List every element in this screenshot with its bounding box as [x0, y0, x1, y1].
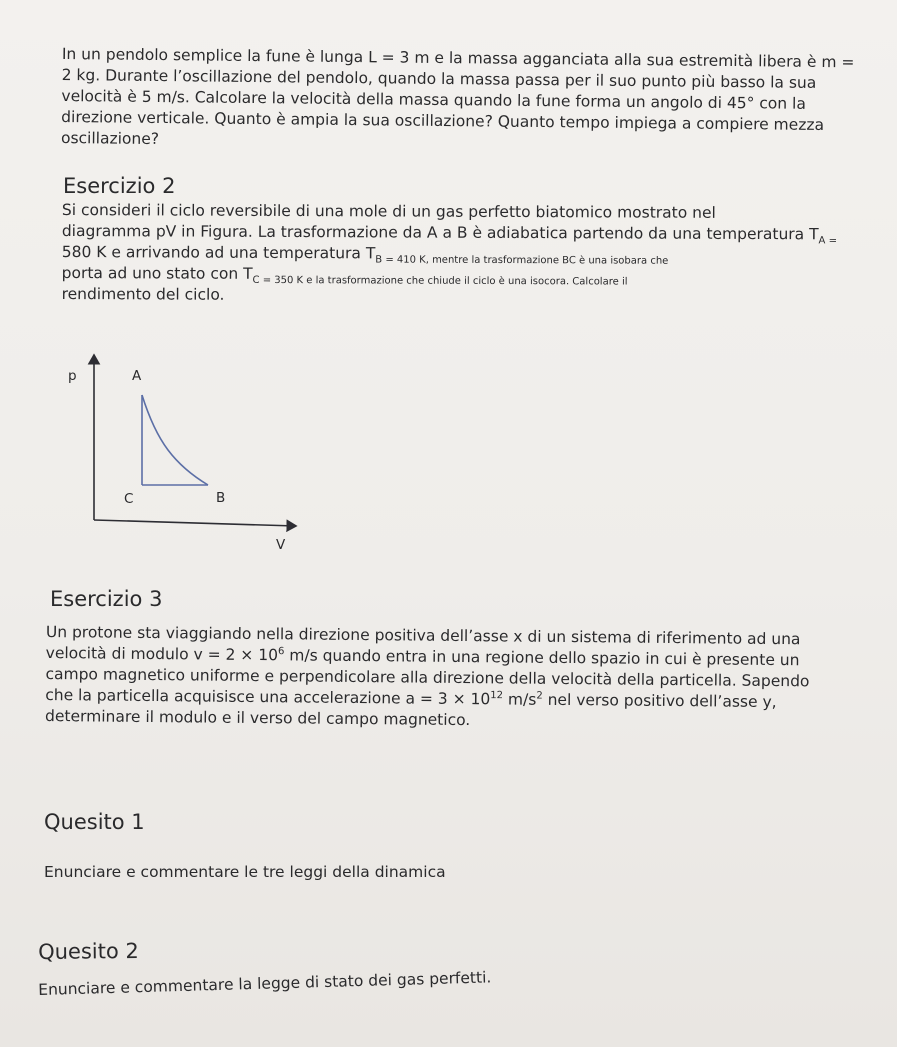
- question-2-line: Enunciare e commentare la legge di stato dei gas perfetti.: [38, 968, 492, 999]
- exercise-2-line-part: diagramma pV in Figura. La trasformazione da A a B è adiabatica partendo da una temperatura T: [61, 221, 819, 244]
- pv-diagram-svg: [58, 350, 308, 560]
- exercise-2-line-part: porta ad uno stato con T: [61, 263, 253, 283]
- question-1-text: [44, 862, 484, 883]
- p-axis-label: p: [68, 368, 77, 384]
- question-1-title: Quesito 1: [44, 810, 145, 834]
- exercise-2-text: [62, 200, 852, 308]
- exercise-1-line: direzione verticale. Quanto è ampia la sua oscillazione? Quanto tempo impiega a compiere mezza: [61, 107, 825, 134]
- point-b-label: B: [216, 490, 226, 506]
- exercise-3-text: [45, 622, 851, 735]
- x-axis: [94, 520, 296, 526]
- exercise-2-line: Si consideri il ciclo reversibile di una mole di un gas perfetto biatomico mostrato nel: [61, 200, 716, 222]
- exponent: 12: [490, 690, 504, 702]
- exercise-3-title: Esercizio 3: [50, 587, 163, 611]
- exercise-3-line-part: nel verso positivo dell’asse y,: [542, 690, 777, 712]
- exercise-3-line-part: m/s quando entra in una regione dello spazio in cui è presente un: [284, 646, 800, 670]
- question-2-text: [38, 965, 558, 1001]
- exercise-3-line-part: che la particella acquisisce una accelerazione a = 3 × 10: [45, 685, 491, 709]
- exercise-2-line: rendimento del ciclo.: [61, 284, 225, 304]
- exercise-3-line: Un protone sta viaggiando nella direzione positiva dell’asse x di un sistema di riferimento ad una: [45, 622, 801, 649]
- exponent: 6: [277, 646, 285, 658]
- point-c-label: C: [124, 491, 134, 507]
- exercise-1-line: oscillazione?: [60, 128, 160, 149]
- subscript: A =: [818, 235, 837, 247]
- exercise-1-line: 2 kg. Durante l’oscillazione del pendolo, quando la massa passa per il suo punto più basso la sua: [61, 65, 817, 92]
- exercise-2-line-part: 580 K e arrivando ad una temperatura T: [61, 242, 376, 263]
- exercise-1-line: velocità è 5 m/s. Calcolare la velocità della massa quando la fune forma un angolo di 45° con la: [61, 86, 806, 113]
- subscript-c: C = 350 K e la trasformazione che chiude il ciclo è una isocora. Calcolare il: [252, 274, 628, 288]
- exercise-3-line: determinare il modulo e il verso del campo magnetico.: [45, 706, 471, 730]
- exercise-3-line: campo magnetico uniforme e perpendicolare alla direzione della velocità della particella. Sapendo: [45, 664, 810, 691]
- pv-diagram: [58, 350, 308, 560]
- question-1-line: Enunciare e commentare le tre leggi della dinamica: [44, 863, 446, 881]
- question-2-title: Quesito 2: [38, 938, 139, 964]
- exercise-3-line-part: velocità di modulo v = 2 × 10: [45, 643, 279, 665]
- v-axis-label: V: [276, 537, 286, 553]
- exercise-2-title: Esercizio 2: [63, 174, 176, 198]
- exercise-1-text: [61, 44, 857, 157]
- adiabat-ab: [142, 395, 208, 485]
- subscript-b: B = 410 K, mentre la trasformazione BC è una isobara che: [375, 254, 669, 267]
- exercise-3-line-part: m/s: [502, 690, 537, 709]
- exponent: 2: [536, 690, 543, 702]
- point-a-label: A: [132, 368, 142, 384]
- exercise-1-line: In un pendolo semplice la fune è lunga L = 3 m e la massa agganciata alla sua estremità libera è m =: [61, 44, 855, 72]
